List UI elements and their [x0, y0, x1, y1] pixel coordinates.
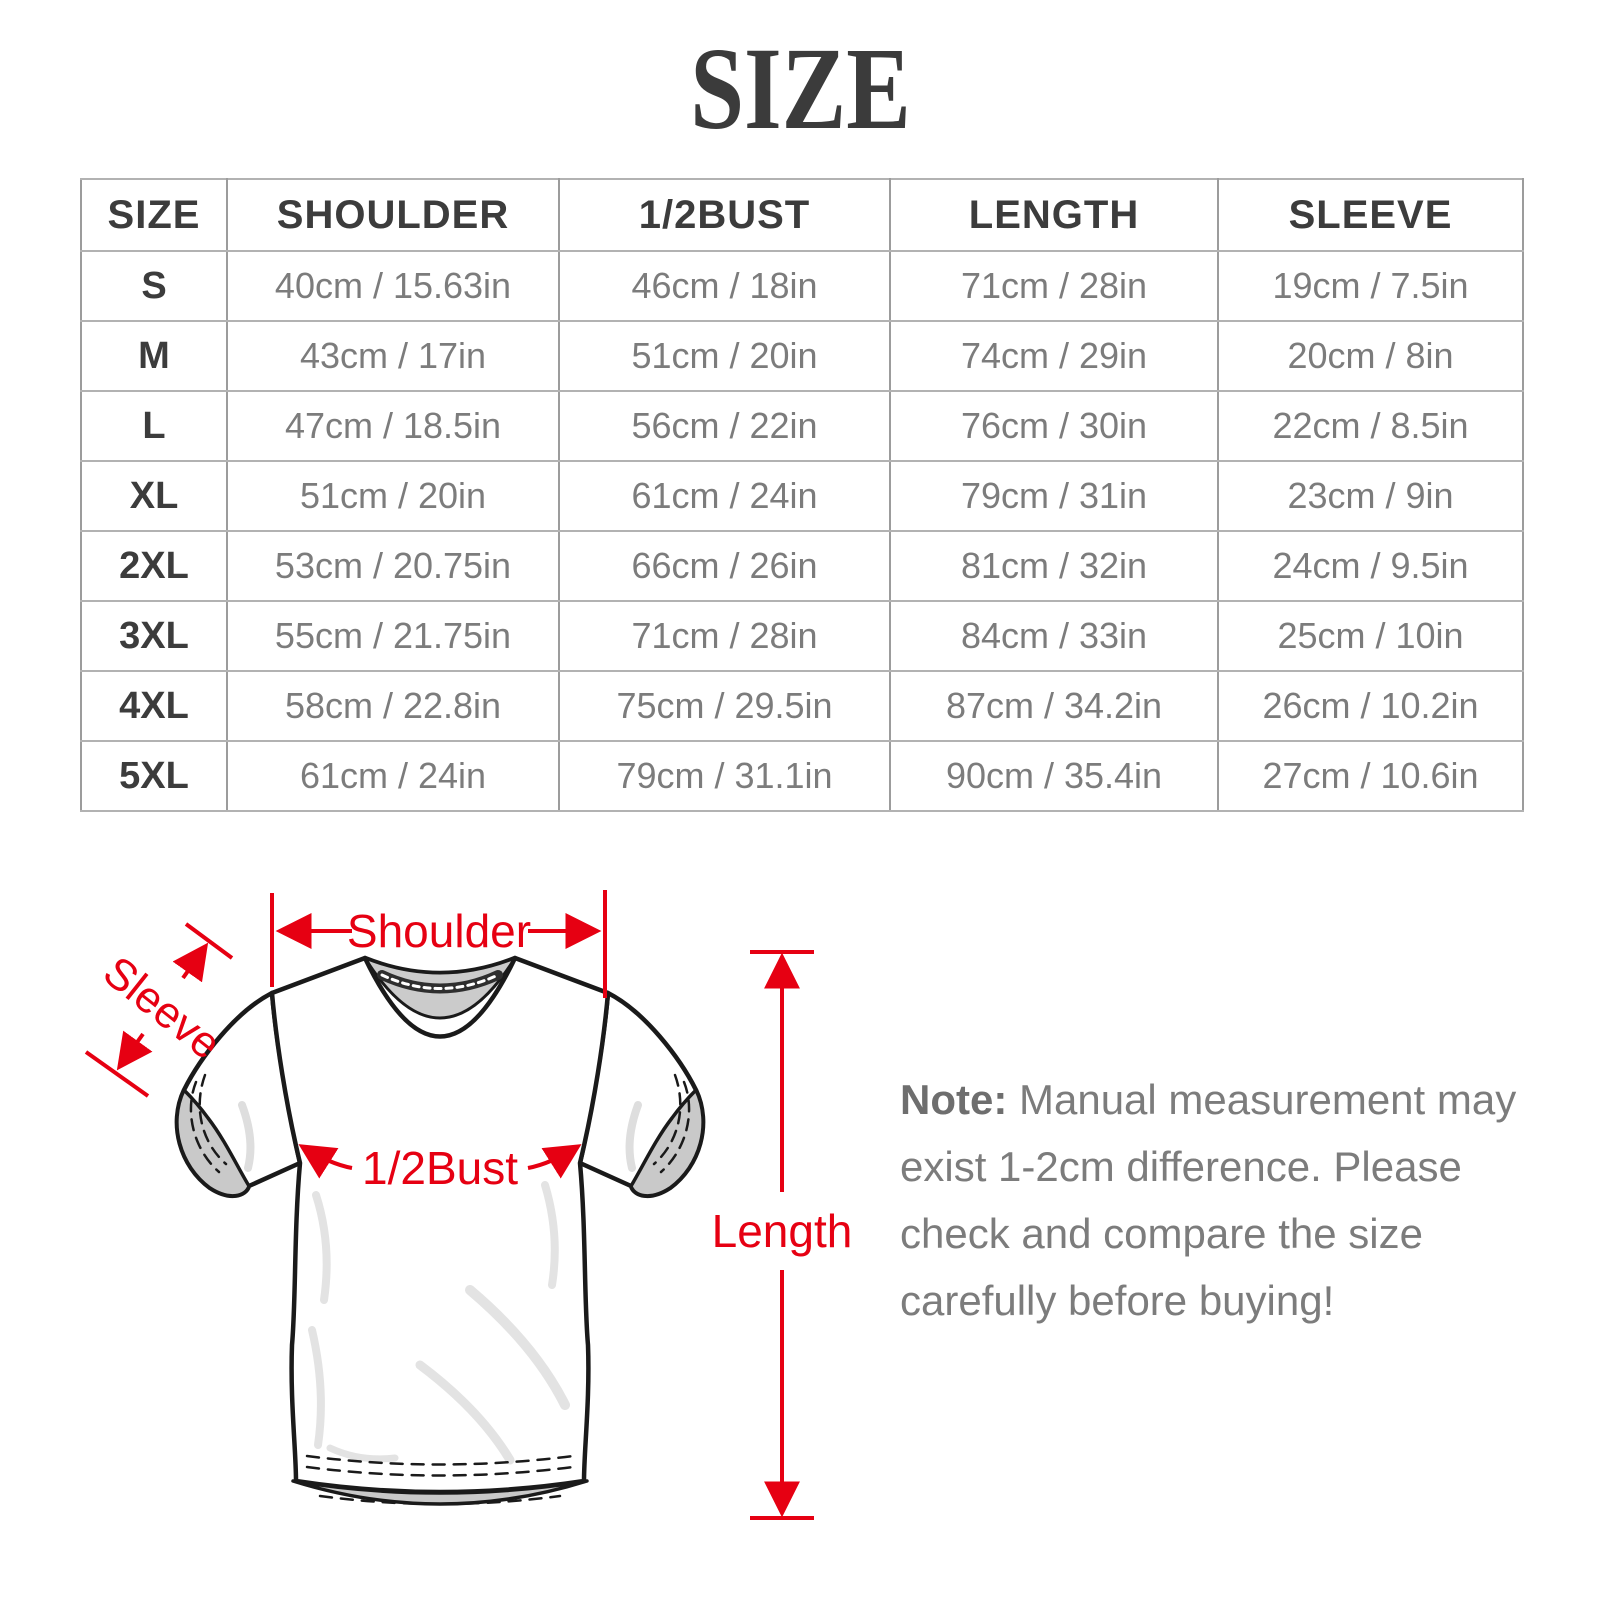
column-header-shoulder: SHOULDER: [227, 179, 559, 251]
note-text: Manual measurement may: [1019, 1076, 1517, 1123]
length-cell: 84cm / 33in: [890, 601, 1218, 671]
length-cell: 71cm / 28in: [890, 251, 1218, 321]
shoulder-cell: 51cm / 20in: [227, 461, 559, 531]
note-line: check and compare the size: [900, 1210, 1423, 1257]
shoulder-label: Shoulder: [346, 905, 532, 957]
size-cell: S: [81, 251, 227, 321]
size-cell: 2XL: [81, 531, 227, 601]
table-row: [81, 391, 1523, 461]
shoulder-cell: 58cm / 22.8in: [227, 671, 559, 741]
shoulder-cell: 47cm / 18.5in: [227, 391, 559, 461]
sleeve-cell: 26cm / 10.2in: [1218, 671, 1523, 741]
length-cell: 76cm / 30in: [890, 391, 1218, 461]
note-line: [900, 1066, 1520, 1133]
note-line: exist 1-2cm difference. Please: [900, 1143, 1462, 1190]
size-cell: 5XL: [81, 741, 227, 811]
bust-cell: 66cm / 26in: [559, 531, 890, 601]
size-cell: 4XL: [81, 671, 227, 741]
bust-cell: 61cm / 24in: [559, 461, 890, 531]
bust-cell: 46cm / 18in: [559, 251, 890, 321]
bust-label: 1/2Bust: [362, 1142, 518, 1194]
table-row: [81, 601, 1523, 671]
bust-cell: 56cm / 22in: [559, 391, 890, 461]
table-row: [81, 461, 1523, 531]
shoulder-cell: 55cm / 21.75in: [227, 601, 559, 671]
length-cell: 79cm / 31in: [890, 461, 1218, 531]
sleeve-cell: 24cm / 9.5in: [1218, 531, 1523, 601]
length-cell: 74cm / 29in: [890, 321, 1218, 391]
table-row: [81, 321, 1523, 391]
size-cell: L: [81, 391, 227, 461]
size-cell: M: [81, 321, 227, 391]
shoulder-cell: 40cm / 15.63in: [227, 251, 559, 321]
table-row: [81, 531, 1523, 601]
sleeve-cell: 25cm / 10in: [1218, 601, 1523, 671]
length-cell: 81cm / 32in: [890, 531, 1218, 601]
table-row: [81, 741, 1523, 811]
bust-cell: 75cm / 29.5in: [559, 671, 890, 741]
bust-cell: 79cm / 31.1in: [559, 741, 890, 811]
page-title: SIZE: [689, 23, 911, 154]
size-cell: 3XL: [81, 601, 227, 671]
note-line: carefully before buying!: [900, 1277, 1335, 1324]
sleeve-cell: 27cm / 10.6in: [1218, 741, 1523, 811]
sleeve-cell: 23cm / 9in: [1218, 461, 1523, 531]
column-header-length: LENGTH: [890, 179, 1218, 251]
sleeve-label: Sleeve: [94, 946, 230, 1070]
column-header-sleeve: SLEEVE: [1218, 179, 1523, 251]
note-label: Note:: [900, 1076, 1008, 1123]
bust-cell: 51cm / 20in: [559, 321, 890, 391]
length-label: Length: [711, 1205, 853, 1257]
sleeve-cell: 20cm / 8in: [1218, 321, 1523, 391]
page-title-wrap: [0, 23, 1600, 154]
size-table: [80, 178, 1524, 812]
table-header-row: [81, 179, 1523, 251]
shoulder-cell: 43cm / 17in: [227, 321, 559, 391]
column-header-bust: 1/2BUST: [559, 179, 890, 251]
length-cell: 90cm / 35.4in: [890, 741, 1218, 811]
sleeve-cell: 19cm / 7.5in: [1218, 251, 1523, 321]
length-cell: 87cm / 34.2in: [890, 671, 1218, 741]
bust-cell: 71cm / 28in: [559, 601, 890, 671]
shoulder-cell: 53cm / 20.75in: [227, 531, 559, 601]
tshirt-graphic: [177, 958, 703, 1504]
size-cell: XL: [81, 461, 227, 531]
shoulder-cell: 61cm / 24in: [227, 741, 559, 811]
table-row: [81, 251, 1523, 321]
measurement-note: [900, 1066, 1520, 1334]
table-row: [81, 671, 1523, 741]
column-header-size: SIZE: [81, 179, 227, 251]
sleeve-cell: 22cm / 8.5in: [1218, 391, 1523, 461]
